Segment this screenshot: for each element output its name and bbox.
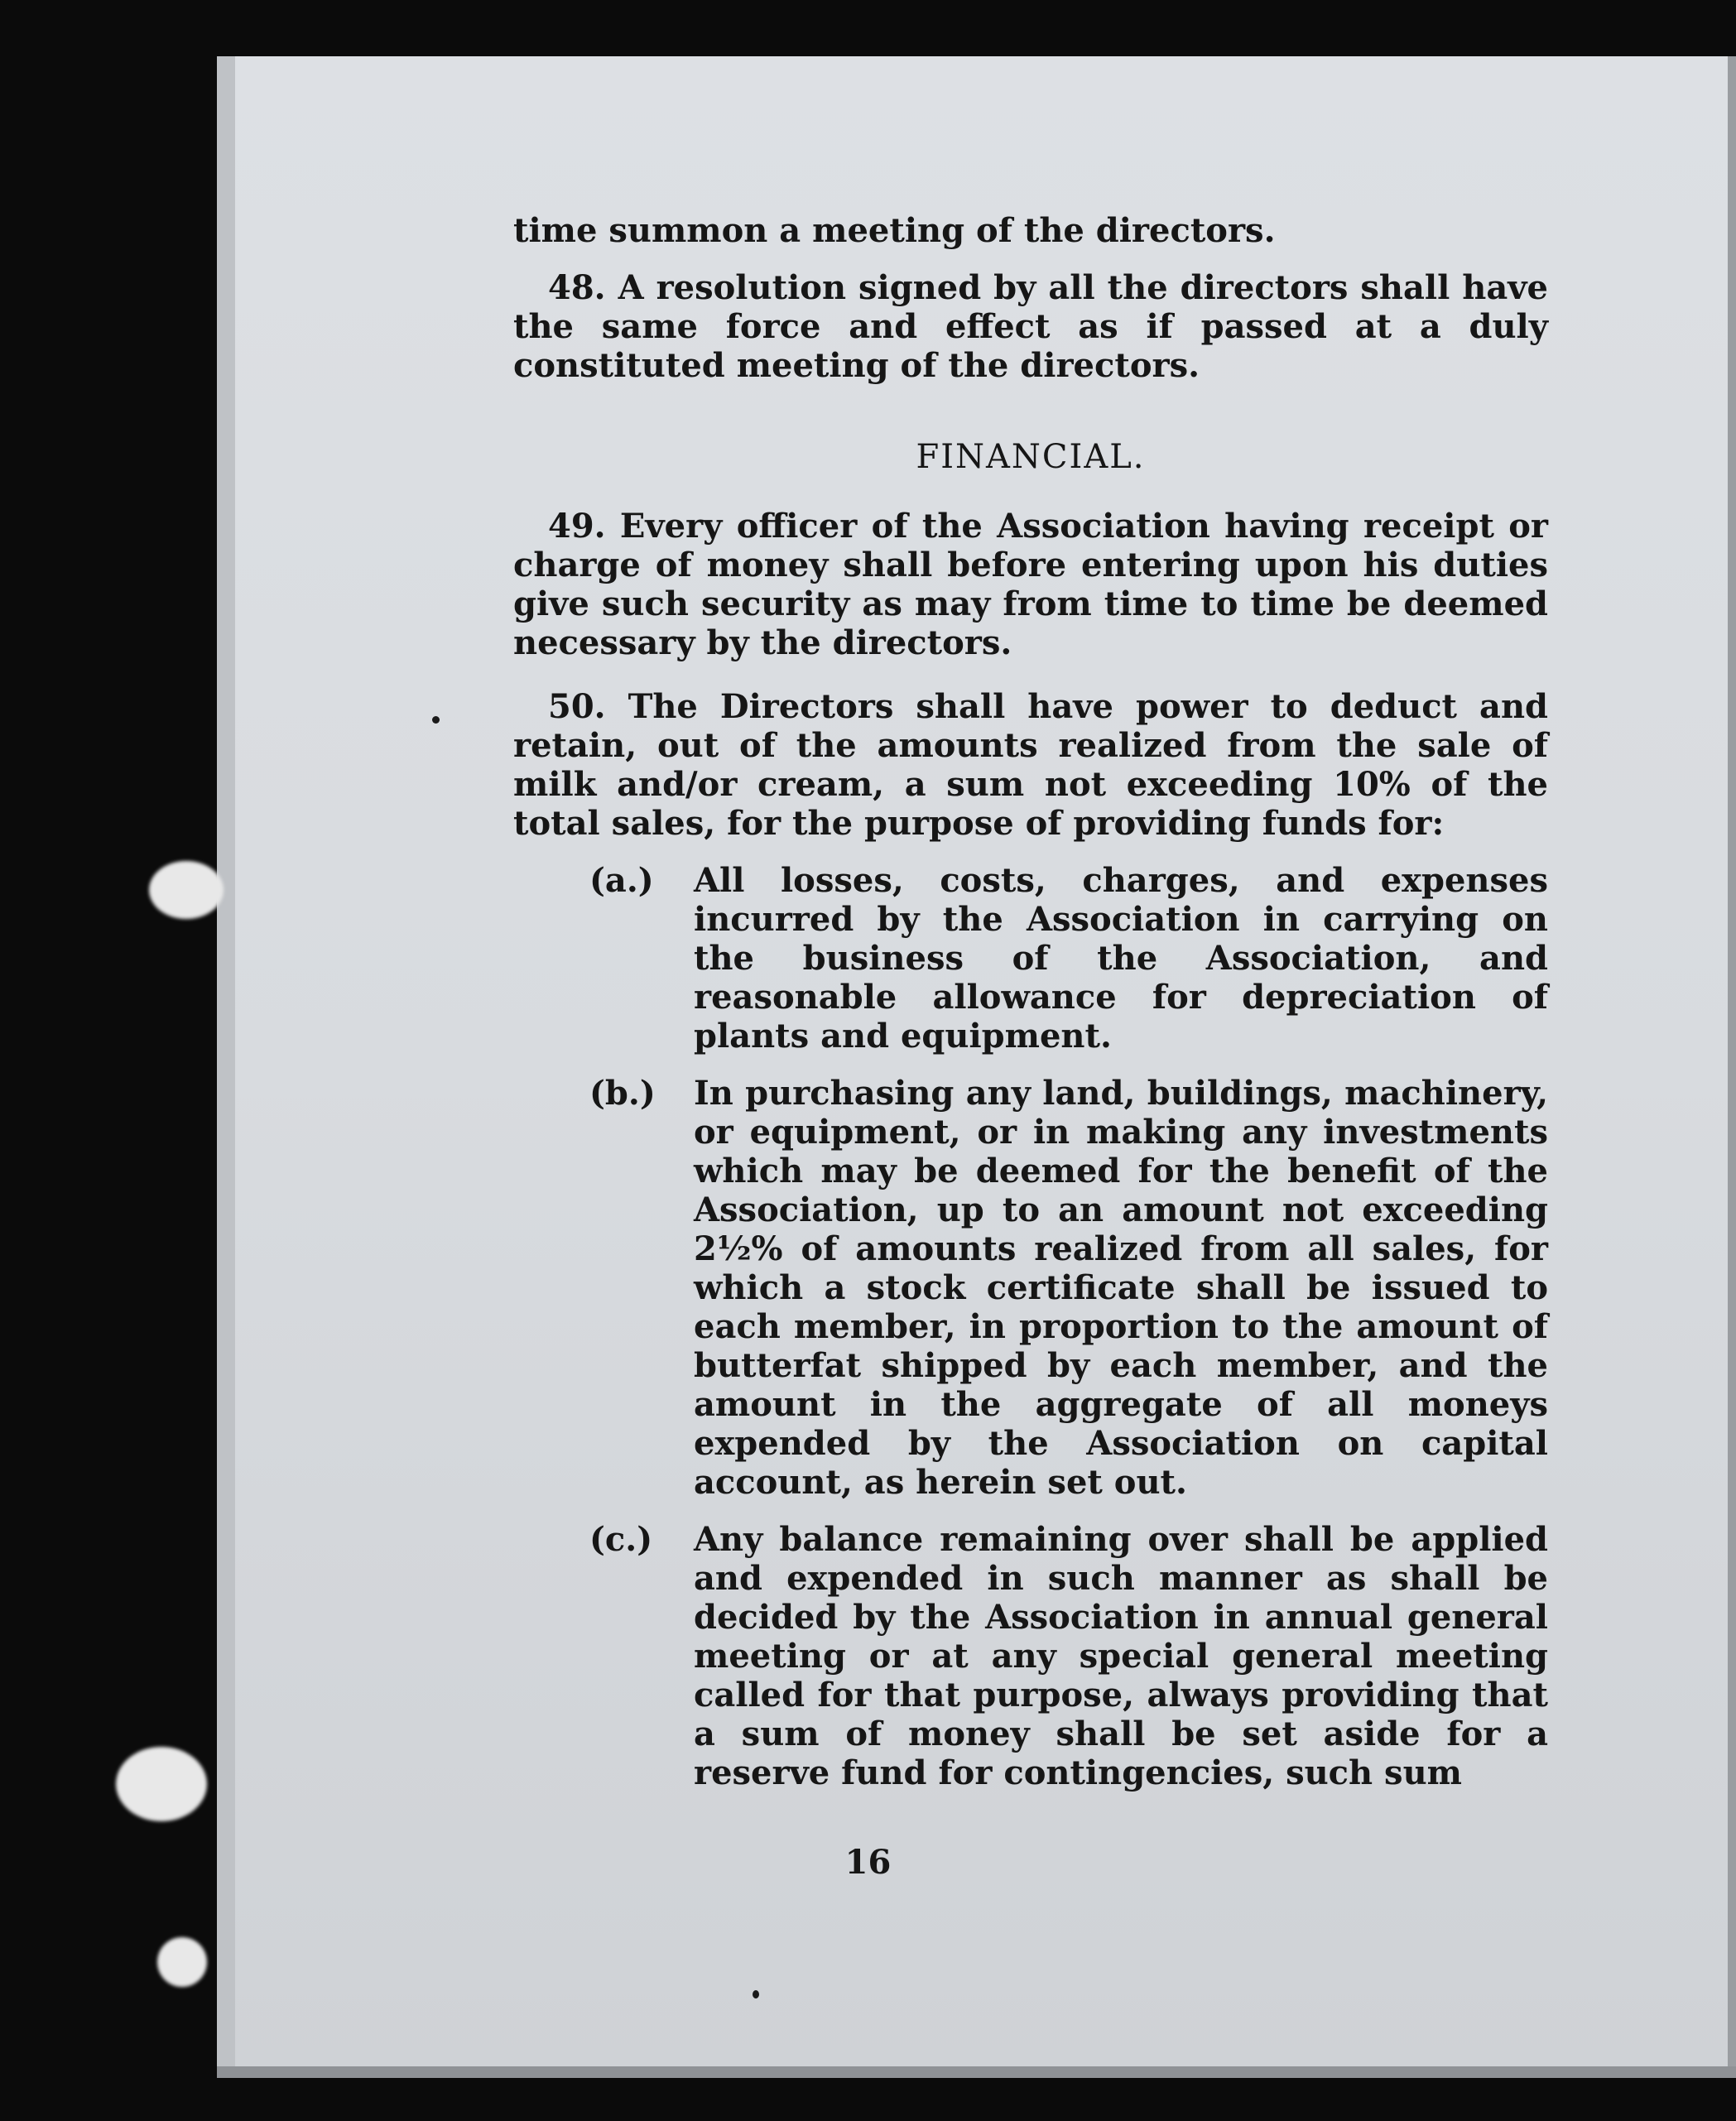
list-item-label: (a.) (589, 861, 654, 900)
list-item-label: (b.) (589, 1074, 656, 1113)
scan-blot-upper (149, 861, 224, 919)
section-heading: FINANCIAL. (916, 438, 1146, 476)
list-item-a (589, 861, 1548, 1056)
list-item-text: In purchasing any land, buildings, machinery, or equipment, or in making any investments which may be deemed for the benefit of the Association, up to an amount not exceeding 2½% of amounts realized from all sales, for which a stock certificate shall be issued to each member, in proportion to the amount of butterfat shipped by each member, and the amount in the aggregate of all moneys expended by the Association on capital account, as herein set out. (694, 1074, 1548, 1502)
list-item-text: Any balance remaining over shall be applied and expended in such manner as shall be decided by the Association in annual general meeting or at any special general meeting called for that purpose, always providing that a sum of money shall be set aside for a reserve fund for contingencies, such sum (694, 1520, 1548, 1792)
list-item-text: All losses, costs, charges, and expenses incurred by the Association in carrying on the business of the Association, and reasonable allowance for depreciation of plants and equipment. (694, 861, 1548, 1056)
paragraph-49: 49. Every officer of the Association having receipt or charge of money shall before entering upon his duties give such security as may from time to time be deemed necessary by the directors. (513, 507, 1548, 662)
list-item-b (589, 1074, 1548, 1502)
scan-speck (432, 716, 440, 724)
paragraph-48: 48. A resolution signed by all the directors shall have the same force and effect as if passed at a duly constituted meeting of the directors. (513, 268, 1548, 385)
page-number: 16 (844, 1843, 892, 1882)
paragraph-50: 50. The Directors shall have power to deduct and retain, out of the amounts realized from the sale of milk and/or cream, a sum not exceeding 10% of the total sales, for the purpose of providing funds for: (513, 687, 1548, 843)
list-item-label: (c.) (589, 1520, 653, 1559)
page-edge-shadow (217, 2066, 1736, 2078)
list-item-c (589, 1520, 1548, 1792)
document-body (513, 211, 1548, 1792)
scan-blot-lower (157, 1937, 207, 1987)
scan-blot-middle (116, 1747, 207, 1821)
scan-speck (753, 1990, 759, 1998)
continuation-line: time summon a meeting of the directors. (513, 211, 1276, 250)
